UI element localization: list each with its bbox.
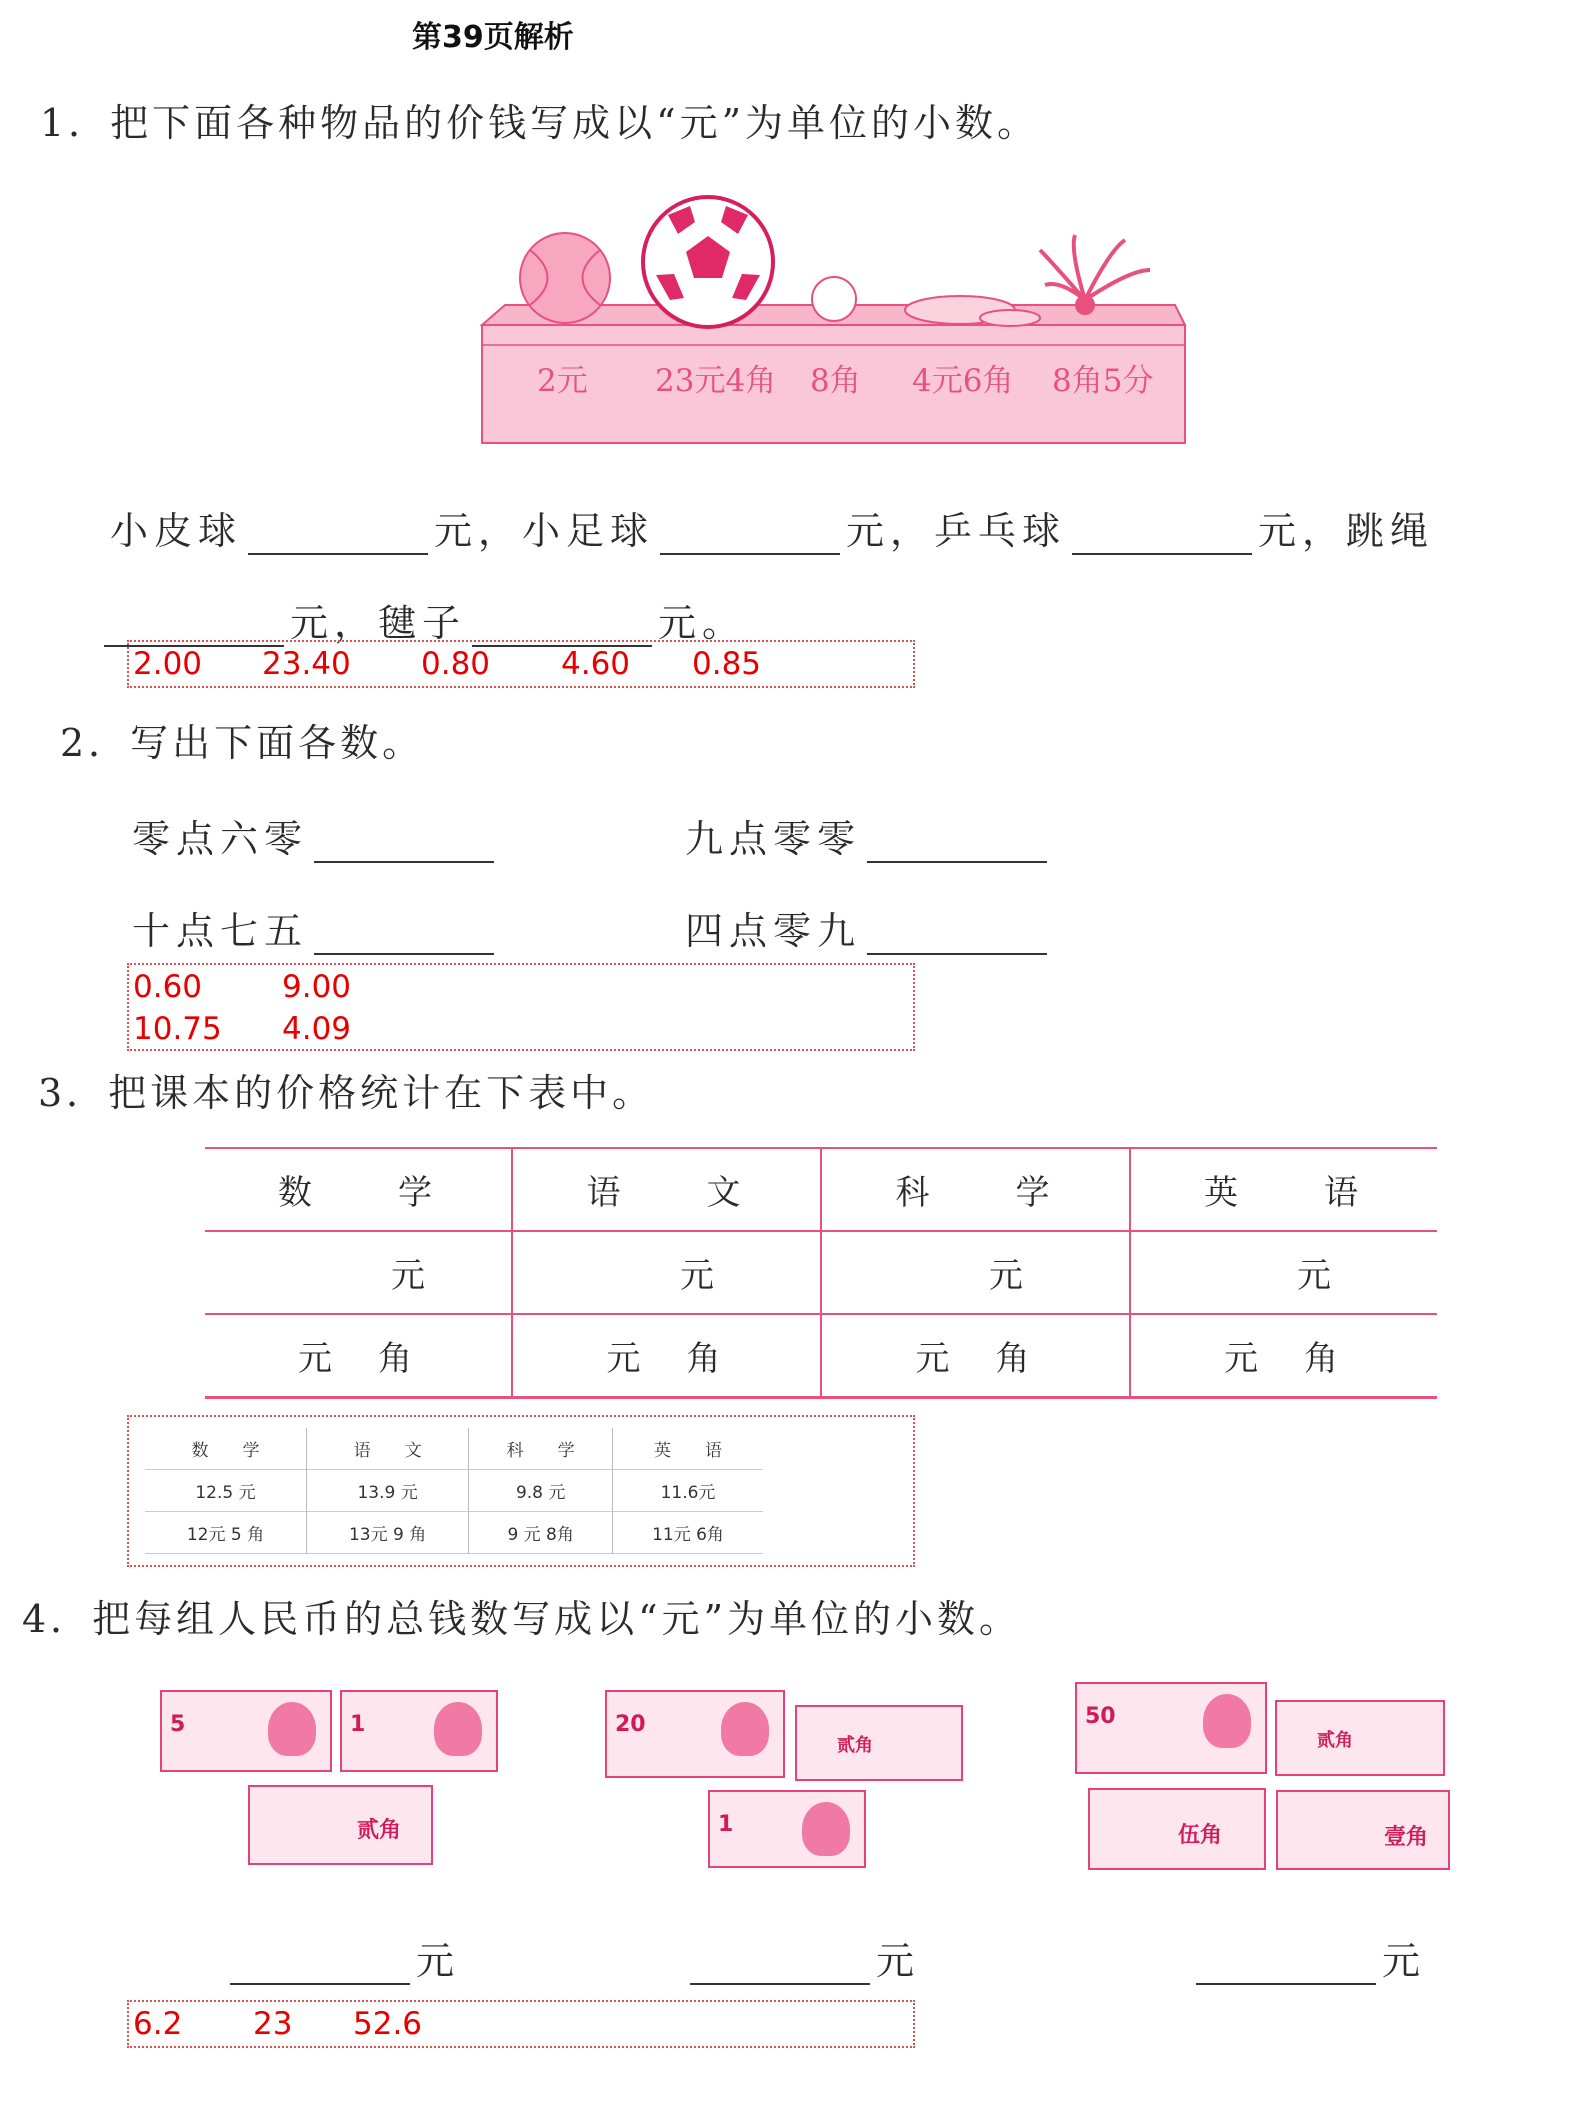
q3-yuan-cell-3[interactable]: 元	[821, 1231, 1130, 1314]
q1-answer-1: 2.00	[133, 646, 203, 682]
q3-ans-header-4: 英 语	[613, 1428, 764, 1470]
q1-answer-4: 4.60	[561, 646, 631, 682]
q1-label-rope: 元，跳绳	[1258, 509, 1435, 553]
price-label-leather-ball: 2元	[537, 363, 588, 399]
q2-item-1	[132, 808, 500, 863]
banknote-2-jiao-b: 贰角	[795, 1705, 963, 1781]
q2-blank-2[interactable]	[867, 827, 1047, 863]
q3-ans-r1-4: 11.6元	[613, 1470, 764, 1512]
q4-unit-3: 元	[1382, 1939, 1427, 1983]
q3-ans-r1-1: 12.5 元	[195, 1483, 256, 1503]
blank-soccer[interactable]	[660, 519, 840, 555]
banknote-5-jiao: 伍角	[1088, 1788, 1266, 1870]
q2-answer-1: 0.60	[133, 969, 203, 1005]
q2-answer-box	[127, 963, 915, 1051]
q4-answer-1: 6.2	[133, 2006, 183, 2042]
q1-answer-2: 23.40	[262, 646, 351, 682]
q3-ans-r1-3: 9.8 元	[469, 1470, 613, 1512]
price-label-jump-rope: 4元6角	[912, 363, 1014, 399]
q4-blank-1[interactable]	[230, 1949, 410, 1985]
q2-label-1: 零点六零	[132, 817, 309, 861]
q3-yuan-jiao-cell-1[interactable]: 元 角	[298, 1339, 419, 1379]
q2-label-2: 九点零零	[685, 817, 862, 861]
q4-blank-group-1	[230, 1930, 460, 1985]
q3-ans-r2-2: 13元 9 角	[306, 1512, 468, 1554]
q3-ans-header-2: 语 文	[306, 1428, 468, 1470]
q2-blank-1[interactable]	[314, 827, 494, 863]
q1-label-end: 元。	[658, 601, 747, 645]
q2-label-3: 十点七五	[132, 909, 309, 953]
price-label-ping-pong: 8角	[810, 363, 861, 399]
q2-answer-2: 9.00	[282, 969, 352, 1005]
q2-item-2	[685, 808, 1053, 863]
q1-prompt: 1．把下面各种物品的价钱写成以“元”为单位的小数。	[40, 101, 1040, 145]
shelf-svg	[0, 0, 1596, 450]
q1-label-pingpong: 元，乒乓球	[846, 509, 1067, 553]
q4-unit-2: 元	[876, 1939, 921, 1983]
q4-answer-2: 23	[253, 2006, 293, 2042]
q3-price-table	[205, 1147, 1437, 1399]
q1-label-ball: 小皮球	[110, 509, 243, 553]
page-title: 第39页解析	[412, 20, 574, 55]
q1-answer-3: 0.80	[421, 646, 491, 682]
banknote-2-jiao: 贰角	[248, 1785, 433, 1865]
banknote-2-jiao-c: 贰角	[1275, 1700, 1445, 1776]
q3-yuan-cell-1[interactable]: 元	[391, 1256, 432, 1296]
q4-blank-2[interactable]	[690, 1949, 870, 1985]
q4-unit-1: 元	[416, 1939, 461, 1983]
price-label-shuttlecock: 8角5分	[1052, 363, 1154, 399]
q3-ans-r2-3: 9 元 8角	[469, 1512, 613, 1554]
q2-item-4	[685, 900, 1053, 955]
q1-answer-5: 0.85	[692, 646, 762, 682]
q3-header-english: 英 语	[1130, 1148, 1437, 1231]
price-label-soccer-ball: 23元4角	[655, 363, 777, 399]
banknote-1-yuan: 1	[340, 1690, 498, 1772]
q1-answer-box	[127, 640, 915, 688]
q3-answer-table	[145, 1428, 763, 1554]
blank-pingpong[interactable]	[1072, 519, 1252, 555]
q3-yuan-cell-2[interactable]: 元	[512, 1231, 821, 1314]
q4-blank-group-2	[690, 1930, 920, 1985]
blank-ball[interactable]	[248, 519, 428, 555]
q1-label-shuttle: 元，毽子	[290, 601, 467, 645]
q3-ans-r1-2: 13.9 元	[306, 1470, 468, 1512]
q3-ans-header-3: 科 学	[469, 1428, 613, 1470]
q3-yuan-cell-4[interactable]: 元	[1130, 1231, 1437, 1314]
q2-prompt: 2．写出下面各数。	[60, 721, 425, 765]
q3-header-chinese: 语 文	[512, 1148, 821, 1231]
q1-line1	[110, 500, 1434, 555]
q4-answer-box	[127, 2000, 915, 2048]
q2-blank-4[interactable]	[867, 919, 1047, 955]
q1-shelf-illustration	[0, 0, 1596, 450]
banknote-1-yuan-b: 1	[708, 1790, 866, 1868]
q3-ans-r2-1: 12元 5 角	[186, 1525, 265, 1545]
q2-answer-4: 4.09	[282, 1011, 352, 1047]
q2-answer-3: 10.75	[133, 1011, 222, 1047]
q1-label-soccer: 元，小足球	[434, 509, 655, 553]
q3-ans-header-1: 数 学	[191, 1441, 260, 1461]
q2-item-3	[132, 900, 500, 955]
q4-blank-3[interactable]	[1196, 1949, 1376, 1985]
q2-label-4: 四点零九	[685, 909, 862, 953]
q3-prompt: 3．把课本的价格统计在下表中。	[38, 1071, 655, 1115]
q3-header-math: 数 学	[278, 1173, 439, 1213]
q3-ans-r2-4: 11元 6角	[613, 1512, 764, 1554]
q1-line2	[104, 592, 746, 647]
q3-yuan-jiao-cell-4[interactable]: 元 角	[1130, 1314, 1437, 1398]
banknote-1-jiao: 壹角	[1276, 1790, 1450, 1870]
banknote-20-yuan: 20	[605, 1690, 785, 1778]
q4-prompt: 4．把每组人民币的总钱数写成以“元”为单位的小数。	[22, 1597, 1022, 1641]
banknote-5-yuan: 5	[160, 1690, 332, 1772]
q4-blank-group-3	[1196, 1930, 1426, 1985]
q3-yuan-jiao-cell-3[interactable]: 元 角	[821, 1314, 1130, 1398]
q4-answer-3: 52.6	[353, 2006, 423, 2042]
banknote-50-yuan: 50	[1075, 1682, 1267, 1774]
q3-yuan-jiao-cell-2[interactable]: 元 角	[512, 1314, 821, 1398]
q2-blank-3[interactable]	[314, 919, 494, 955]
q3-header-science: 科 学	[821, 1148, 1130, 1231]
